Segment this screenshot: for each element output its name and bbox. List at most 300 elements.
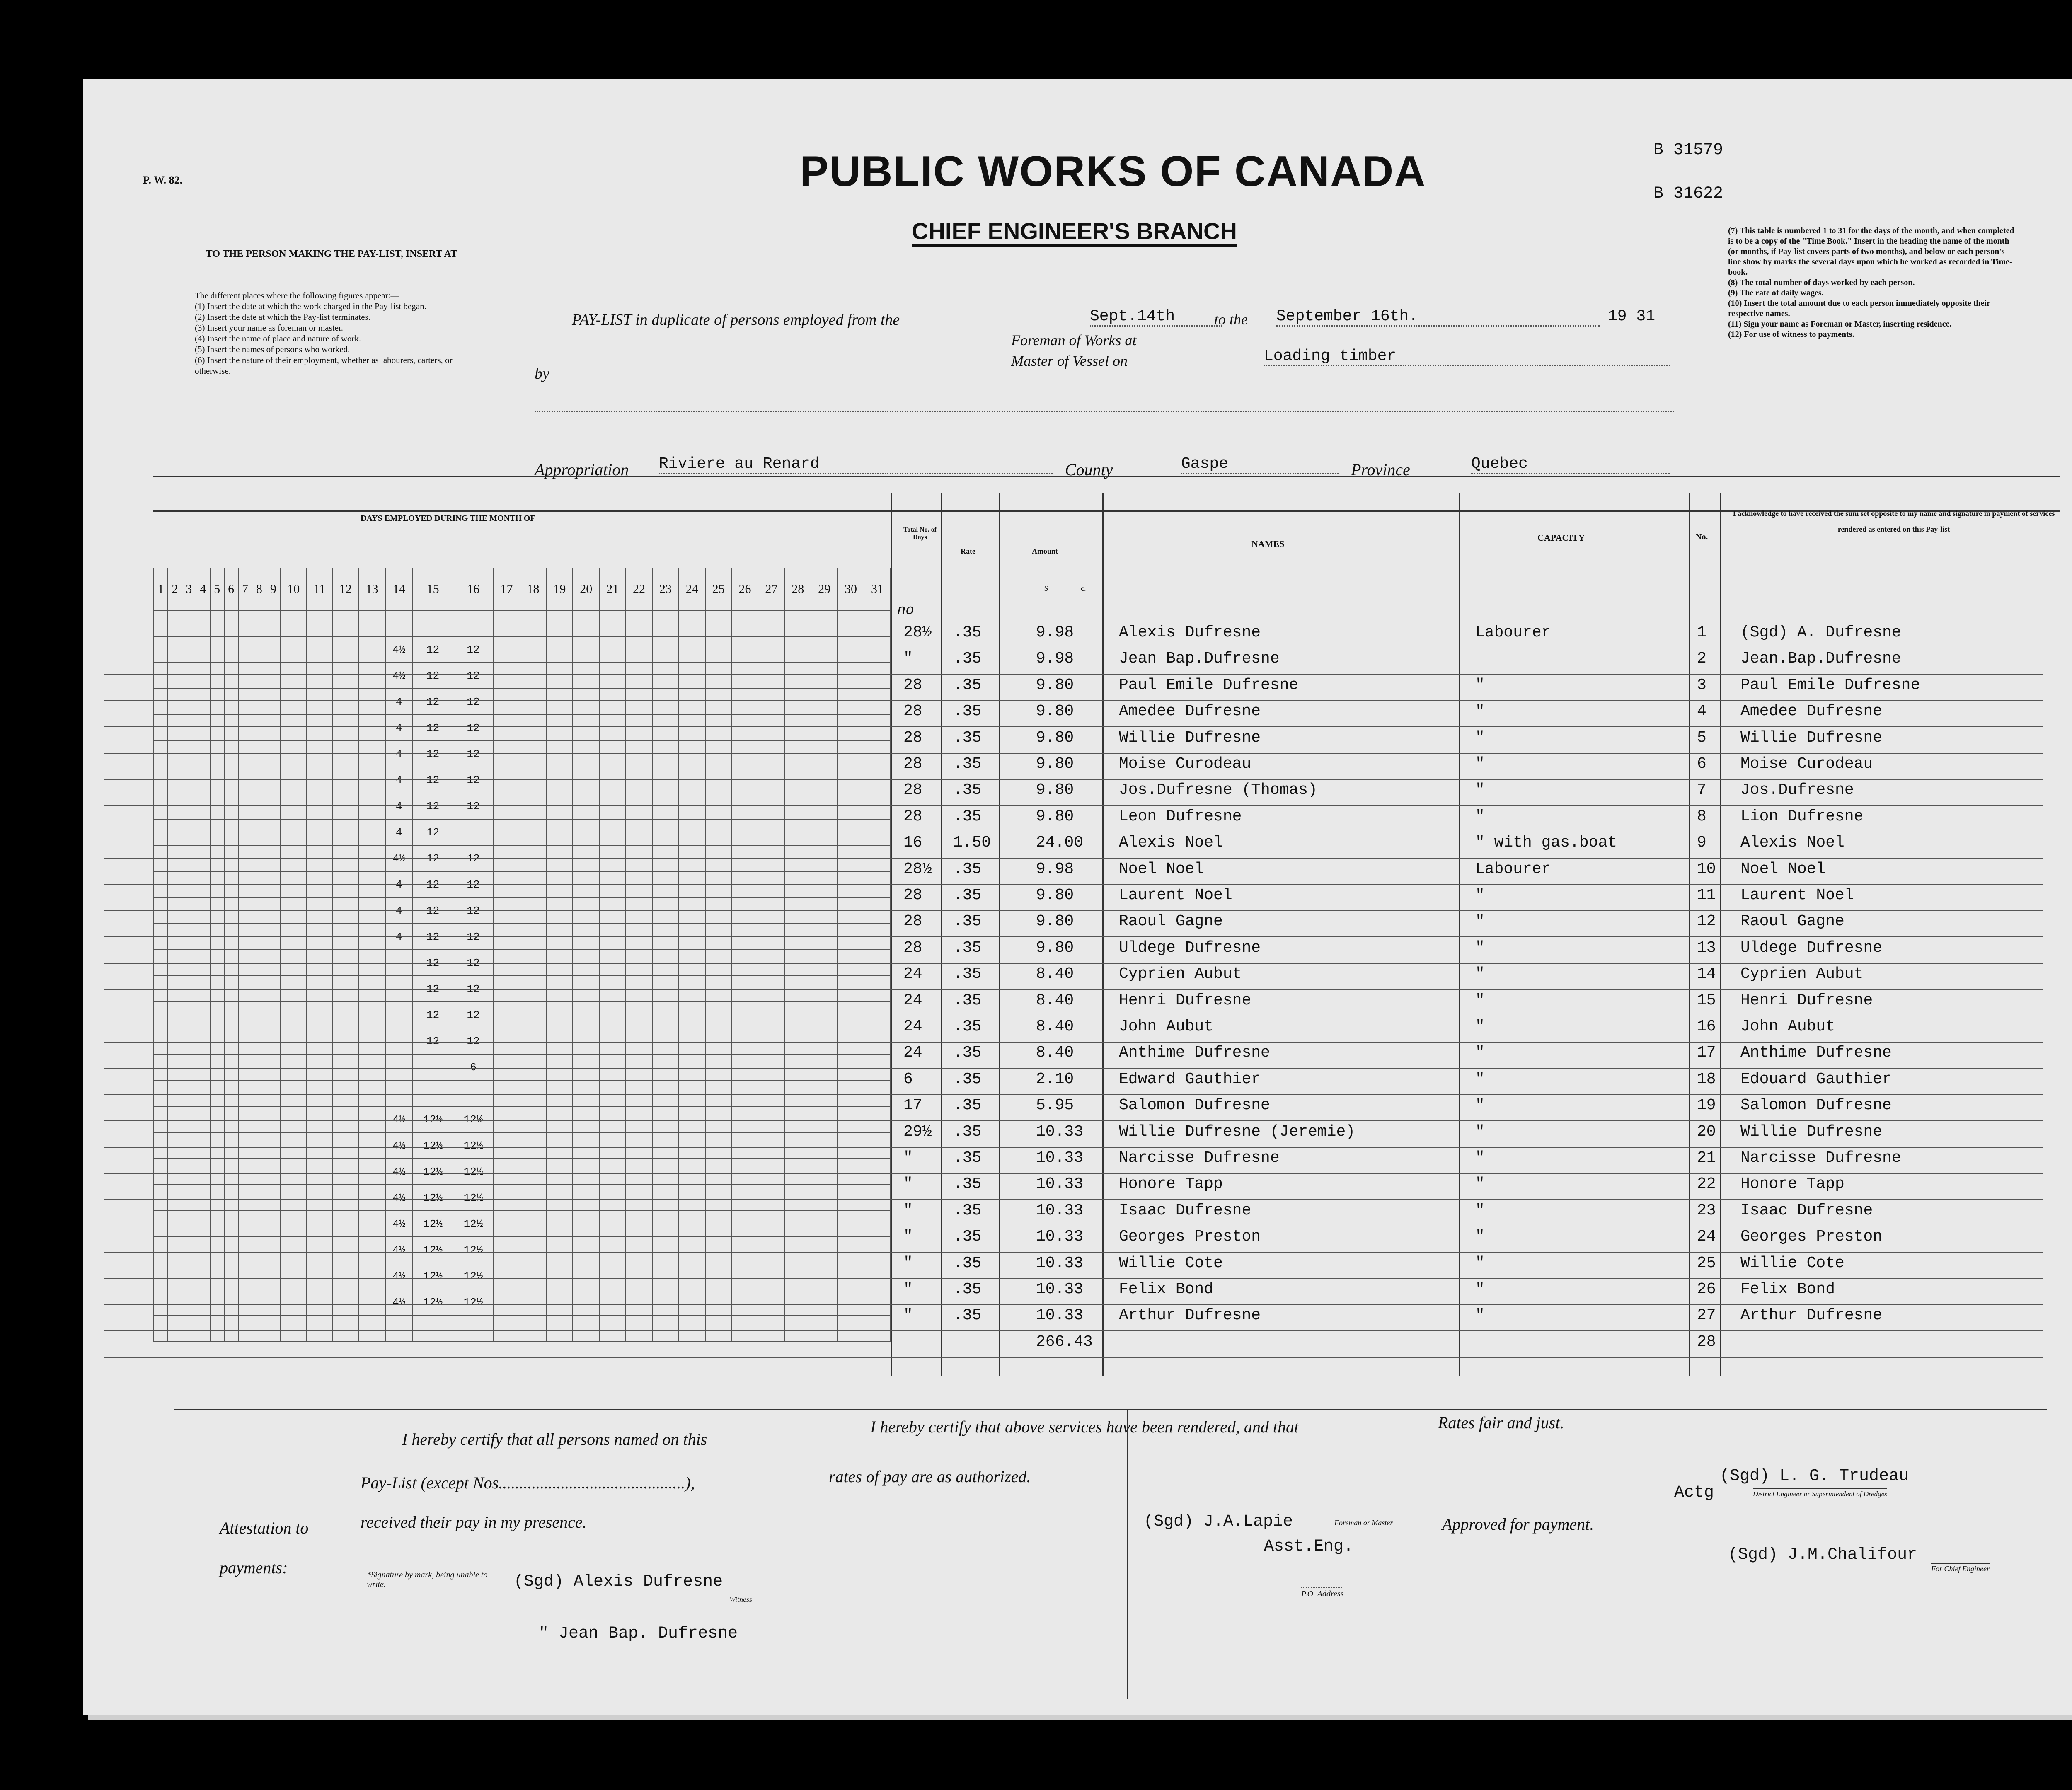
day-cell: 12 <box>413 845 453 871</box>
day-cell <box>626 1315 652 1341</box>
day-cell: 4½ <box>385 1211 413 1237</box>
signature-cell: Alexis Noel <box>1740 834 1844 852</box>
day-cell <box>307 689 332 715</box>
day-number-cell: 2 <box>168 568 182 610</box>
no-header: No. <box>1696 532 1708 542</box>
day-cell <box>196 689 210 715</box>
signature-cell: Felix Bond <box>1740 1280 1835 1298</box>
day-cell <box>626 1106 652 1132</box>
row-rule <box>104 858 2043 859</box>
day-cell <box>154 1028 168 1054</box>
capacity-cell: Labourer <box>1475 860 1551 878</box>
day-cell <box>652 741 679 767</box>
day-cell: 4 <box>385 871 413 897</box>
name-cell: Alexis Dufresne <box>1119 624 1261 641</box>
amount-cell: 5.95 <box>1036 1096 1074 1115</box>
day-cell <box>705 1002 732 1028</box>
day-cell <box>652 1159 679 1185</box>
day-cell <box>520 663 547 689</box>
day-cell <box>811 767 838 793</box>
approved-label: Approved for payment. <box>1442 1515 1594 1534</box>
total-days-cell: 28 <box>903 781 922 799</box>
day-cell: 4½ <box>385 1237 413 1263</box>
day-cell <box>599 741 626 767</box>
day-cell <box>784 610 811 636</box>
signature-cell: Edouard Gauthier <box>1740 1070 1892 1088</box>
row-rule <box>104 1199 2043 1200</box>
day-cell <box>705 689 732 715</box>
day-number-cell: 3 <box>182 568 196 610</box>
day-cell <box>413 1054 453 1080</box>
day-cell <box>154 741 168 767</box>
signature-cell: Georges Preston <box>1740 1228 1883 1246</box>
form-code: P. W. 82. <box>143 174 183 186</box>
day-cell <box>811 636 838 663</box>
signature-cell: Willie Cote <box>1740 1254 1844 1272</box>
day-cell <box>182 1080 196 1106</box>
day-cell: 12½ <box>413 1263 453 1289</box>
amount-cell: 9.98 <box>1036 624 1074 641</box>
day-cell <box>238 1211 252 1237</box>
day-cell <box>732 610 758 636</box>
row-rule <box>104 700 2043 701</box>
day-number-cell: 13 <box>359 568 385 610</box>
day-cell <box>332 715 359 741</box>
day-cell <box>520 1237 547 1263</box>
row-number-cell: 25 <box>1697 1254 1716 1272</box>
capacity-cell: " <box>1475 1306 1485 1325</box>
day-cell <box>252 1159 266 1185</box>
rate-header: Rate <box>961 547 975 555</box>
row-rule <box>104 753 2043 754</box>
capacity-cell: " <box>1475 728 1485 747</box>
day-cell <box>573 741 599 767</box>
day-cell: 4 <box>385 689 413 715</box>
capacity-cell: " <box>1475 939 1485 957</box>
day-cell: 4 <box>385 924 413 950</box>
day-cell <box>811 1002 838 1028</box>
day-cell <box>599 1132 626 1159</box>
day-cell: 4½ <box>385 1106 413 1132</box>
day-cell <box>811 1054 838 1080</box>
right-instructions <box>1728 226 2018 340</box>
day-cell <box>784 1002 811 1028</box>
cert2-line-b: rates of pay are as authorized. <box>829 1467 1031 1486</box>
day-cell: 12½ <box>453 1263 493 1289</box>
day-cell <box>224 1106 238 1132</box>
day-cell <box>784 767 811 793</box>
rate-cell: .35 <box>953 755 982 773</box>
day-cell <box>546 1159 573 1185</box>
day-cell <box>182 767 196 793</box>
capacity-cell: " <box>1475 807 1485 825</box>
day-cell <box>732 1132 758 1159</box>
day-cell <box>385 1054 413 1080</box>
day-cell <box>280 1002 307 1028</box>
day-cell <box>307 1106 332 1132</box>
day-cell <box>494 1263 520 1289</box>
day-cell <box>196 1185 210 1211</box>
day-cell <box>679 1028 705 1054</box>
chief-engineer-label: For Chief Engineer <box>1931 1563 1990 1573</box>
day-cell: 12 <box>413 819 453 845</box>
capacity-cell: " <box>1475 676 1485 694</box>
row-rule <box>104 1304 2043 1305</box>
day-cell <box>838 1185 864 1211</box>
signature-cell: Paul Emile Dufresne <box>1740 676 1920 694</box>
day-cell <box>573 689 599 715</box>
row-number-cell: 11 <box>1697 886 1716 904</box>
right-instruction: (11) Sign your name as Foreman or Master, inserting residence. <box>1728 319 1952 329</box>
row-number-cell: 3 <box>1697 676 1706 694</box>
day-cell <box>252 1289 266 1315</box>
day-cell <box>811 663 838 689</box>
foreman-role: Foreman or Master <box>1334 1519 1393 1527</box>
signature-cell: (Sgd) A. Dufresne <box>1740 624 1901 641</box>
day-cell <box>784 1159 811 1185</box>
day-cell: 12½ <box>413 1106 453 1132</box>
capacity-cell: " <box>1475 965 1485 983</box>
row-number-cell: 12 <box>1697 912 1716 931</box>
day-cell <box>252 1263 266 1289</box>
name-cell: Henri Dufresne <box>1119 991 1251 1009</box>
day-cell <box>864 715 891 741</box>
day-cell <box>784 715 811 741</box>
day-cell: 12 <box>453 1002 493 1028</box>
day-cell <box>758 715 784 741</box>
day-cell <box>494 1237 520 1263</box>
day-number-cell: 8 <box>252 568 266 610</box>
day-cell <box>307 1263 332 1289</box>
day-cell <box>599 689 626 715</box>
day-grid-row <box>154 1080 891 1106</box>
day-grid-row <box>154 1002 891 1028</box>
row-number-cell: 24 <box>1697 1228 1716 1246</box>
day-cell <box>182 1028 196 1054</box>
day-cell <box>546 793 573 819</box>
day-cell <box>758 1054 784 1080</box>
name-cell: Isaac Dufresne <box>1119 1201 1251 1219</box>
day-cell <box>546 1028 573 1054</box>
day-cell <box>546 741 573 767</box>
day-cell <box>732 1054 758 1080</box>
day-cell <box>679 1132 705 1159</box>
day-cell <box>252 741 266 767</box>
province-value: Quebec <box>1471 455 1670 474</box>
day-cell <box>359 1211 385 1237</box>
day-cell <box>252 1106 266 1132</box>
day-number-cell: 25 <box>705 568 732 610</box>
day-cell <box>626 610 652 636</box>
signature-cell: Jos.Dufresne <box>1740 781 1854 799</box>
day-cell <box>359 715 385 741</box>
day-grid-row <box>154 689 891 715</box>
day-cell <box>266 1237 280 1263</box>
total-days-cell: 28 <box>903 702 922 721</box>
day-cell <box>224 1185 238 1211</box>
row-number-cell: 4 <box>1697 702 1706 721</box>
day-cell <box>864 610 891 636</box>
day-cell <box>758 1237 784 1263</box>
total-header-mark: no <box>897 603 914 619</box>
day-cell <box>280 1080 307 1106</box>
day-cell <box>210 1159 224 1185</box>
name-cell: Uldege Dufresne <box>1119 939 1261 957</box>
day-cell <box>182 793 196 819</box>
rate-cell: 1.50 <box>953 834 991 852</box>
day-grid-row <box>154 1159 891 1185</box>
day-cell <box>238 1263 252 1289</box>
day-cell <box>266 1185 280 1211</box>
amount-cell: 9.98 <box>1036 860 1074 878</box>
row-rule <box>104 1330 2043 1331</box>
day-cell <box>705 636 732 663</box>
day-grid-row <box>154 741 891 767</box>
day-cell <box>266 1263 280 1289</box>
name-cell: Honore Tapp <box>1119 1175 1223 1193</box>
day-cell <box>154 636 168 663</box>
day-number-cell: 17 <box>494 568 520 610</box>
day-cell <box>520 767 547 793</box>
day-cell <box>168 1002 182 1028</box>
amount-cell: 9.80 <box>1036 939 1074 957</box>
day-cell <box>210 1289 224 1315</box>
day-cell <box>154 689 168 715</box>
row-number-cell: 8 <box>1697 807 1706 825</box>
row-number-cell: 19 <box>1697 1096 1716 1115</box>
day-cell <box>210 1080 224 1106</box>
day-cell <box>546 1315 573 1341</box>
day-grid-row <box>154 1237 891 1263</box>
amount-cell: 9.80 <box>1036 807 1074 825</box>
day-cell: 12 <box>453 924 493 950</box>
total-days-cell: 28 <box>903 886 922 904</box>
day-cell <box>705 1132 732 1159</box>
day-cell: 12 <box>413 793 453 819</box>
day-cell <box>494 793 520 819</box>
day-cell <box>168 663 182 689</box>
day-cell <box>705 1106 732 1132</box>
day-cell <box>182 741 196 767</box>
day-number-cell: 4 <box>196 568 210 610</box>
day-cell <box>784 1132 811 1159</box>
day-cell <box>332 1002 359 1028</box>
day-cell <box>210 715 224 741</box>
rate-cell: .35 <box>953 1175 982 1193</box>
signature-note: *Signature by mark, being unable to write. <box>367 1570 488 1589</box>
amount-cell: 24.00 <box>1036 834 1084 852</box>
day-number-cell: 12 <box>332 568 359 610</box>
day-cell <box>705 663 732 689</box>
rate-cell: .35 <box>953 1254 982 1272</box>
day-cell <box>182 1002 196 1028</box>
day-cell <box>280 636 307 663</box>
day-cell: 4½ <box>385 1263 413 1289</box>
amount-cell: 2.10 <box>1036 1070 1074 1088</box>
day-cell: 12 <box>413 976 453 1002</box>
day-cell <box>811 1106 838 1132</box>
row-number-cell: 2 <box>1697 650 1706 668</box>
day-cell <box>210 663 224 689</box>
day-cell <box>168 1289 182 1315</box>
day-cell <box>266 1315 280 1341</box>
day-cell <box>210 1211 224 1237</box>
day-cell <box>385 1080 413 1106</box>
day-cell <box>266 689 280 715</box>
day-cell: 4 <box>385 767 413 793</box>
day-cell <box>359 741 385 767</box>
day-cell <box>784 1289 811 1315</box>
day-cell: 12 <box>453 663 493 689</box>
amount-cell: 10.33 <box>1036 1122 1084 1141</box>
day-cell <box>758 793 784 819</box>
name-cell: Cyprien Aubut <box>1119 965 1242 983</box>
day-cell <box>679 689 705 715</box>
signature-cell: Isaac Dufresne <box>1740 1201 1873 1219</box>
day-cell <box>307 1237 332 1263</box>
day-cell: 4½ <box>385 1159 413 1185</box>
day-cell <box>599 715 626 741</box>
day-cell <box>210 1054 224 1080</box>
day-cell <box>732 1185 758 1211</box>
amount-cell: 9.80 <box>1036 702 1074 721</box>
name-cell: Alexis Noel <box>1119 834 1223 852</box>
day-cell <box>573 636 599 663</box>
total-days-cell: " <box>903 1149 913 1167</box>
day-cell <box>705 715 732 741</box>
day-cell <box>599 1315 626 1341</box>
day-cell <box>573 663 599 689</box>
day-cell <box>332 1080 359 1106</box>
total-days-cell: 28 <box>903 912 922 931</box>
day-cell <box>359 1132 385 1159</box>
instruction-line: (2) Insert the date at which the Pay-list terminates. <box>195 312 370 322</box>
rate-cell: .35 <box>953 1096 982 1115</box>
day-cell <box>705 1315 732 1341</box>
day-cell <box>252 1054 266 1080</box>
day-cell <box>838 1132 864 1159</box>
amount-cell: 9.80 <box>1036 912 1074 931</box>
day-cell <box>252 1002 266 1028</box>
day-cell <box>413 1080 453 1106</box>
rate-cell: .35 <box>953 991 982 1009</box>
day-cell <box>652 1315 679 1341</box>
day-number-cell: 9 <box>266 568 280 610</box>
asst-eng: Asst.Eng. <box>1264 1537 1354 1556</box>
name-cell: Willie Dufresne <box>1119 728 1261 747</box>
day-cell <box>307 715 332 741</box>
day-cell <box>224 1054 238 1080</box>
capacity-cell: " <box>1475 1280 1485 1298</box>
capacity-cell: " <box>1475 991 1485 1009</box>
capacity-cell: " <box>1475 1044 1485 1062</box>
row-number-cell: 22 <box>1697 1175 1716 1193</box>
amount-cell: 8.40 <box>1036 965 1074 983</box>
day-cell <box>811 610 838 636</box>
day-cell <box>864 689 891 715</box>
day-cell <box>224 663 238 689</box>
day-cell <box>811 1211 838 1237</box>
day-cell <box>210 1106 224 1132</box>
day-cell <box>732 715 758 741</box>
row-rule <box>104 963 2043 964</box>
day-cell <box>307 1132 332 1159</box>
name-cell: Salomon Dufresne <box>1119 1096 1270 1115</box>
day-cell <box>652 1185 679 1211</box>
day-cell <box>732 1263 758 1289</box>
day-cell <box>252 1028 266 1054</box>
rate-cell: .35 <box>953 650 982 668</box>
day-cell: 12½ <box>453 1289 493 1315</box>
day-cell <box>679 610 705 636</box>
day-cell <box>196 793 210 819</box>
day-cell <box>520 1315 547 1341</box>
day-cell <box>838 767 864 793</box>
day-cell <box>182 689 196 715</box>
day-cell <box>546 767 573 793</box>
amount-cell: 9.98 <box>1036 650 1074 668</box>
day-cell <box>196 715 210 741</box>
name-cell: Moise Curodeau <box>1119 755 1251 773</box>
day-cell <box>266 767 280 793</box>
row-rule <box>104 726 2043 727</box>
day-grid-row <box>154 1106 891 1132</box>
day-cell <box>599 1028 626 1054</box>
days-header: DAYS EMPLOYED DURING THE MONTH OF <box>361 514 535 523</box>
day-cell <box>168 1315 182 1341</box>
day-cell <box>494 1080 520 1106</box>
district-engineer-label: District Engineer or Superintendent of Dredges <box>1753 1488 1887 1498</box>
day-cell <box>864 636 891 663</box>
day-cell <box>652 1106 679 1132</box>
row-rule <box>104 1278 2043 1279</box>
day-grid-row <box>154 1028 891 1054</box>
capacity-cell: " <box>1475 1254 1485 1272</box>
day-cell <box>494 663 520 689</box>
total-days-cell: " <box>903 1201 913 1219</box>
row-rule <box>104 1173 2043 1174</box>
day-cell: 12 <box>413 950 453 976</box>
day-cell <box>705 1185 732 1211</box>
row-number-cell: 23 <box>1697 1201 1716 1219</box>
day-cell <box>626 1159 652 1185</box>
day-cell <box>332 1159 359 1185</box>
day-cell <box>705 1028 732 1054</box>
day-cell <box>280 715 307 741</box>
row-rule <box>104 1042 2043 1043</box>
day-cell <box>626 1132 652 1159</box>
day-cell <box>599 1263 626 1289</box>
day-cell <box>359 1185 385 1211</box>
day-cell <box>811 715 838 741</box>
day-cell <box>784 1263 811 1289</box>
day-cell <box>626 741 652 767</box>
amount-cell: 10.33 <box>1036 1306 1084 1325</box>
day-cell <box>182 1054 196 1080</box>
day-cell <box>494 1132 520 1159</box>
name-cell: Leon Dufresne <box>1119 807 1242 825</box>
day-cell <box>210 610 224 636</box>
day-cell <box>546 610 573 636</box>
day-cell <box>385 1028 413 1054</box>
day-cell <box>196 1080 210 1106</box>
day-cell: 12 <box>413 663 453 689</box>
row-number-cell: 26 <box>1697 1280 1716 1298</box>
day-cell <box>838 689 864 715</box>
witness-label: Witness <box>729 1595 753 1604</box>
day-cell <box>679 1263 705 1289</box>
day-cell <box>494 1028 520 1054</box>
